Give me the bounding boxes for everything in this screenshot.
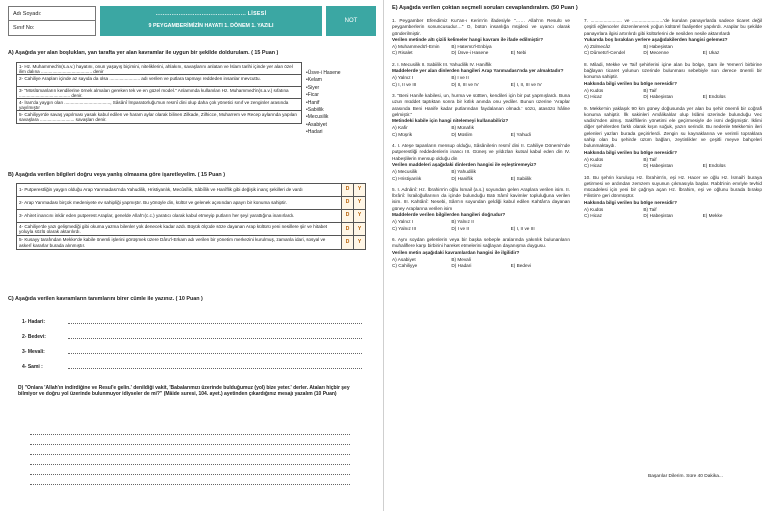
answer-option[interactable]: E) I, II, III ve IV xyxy=(510,81,542,87)
question xyxy=(392,237,570,269)
true-false-table xyxy=(16,183,366,250)
answer-line[interactable] xyxy=(30,465,350,475)
word-bank-item: • Hadari xyxy=(306,129,378,136)
student-info-box xyxy=(8,6,96,36)
answer-option[interactable]: B) Mevali xyxy=(451,256,471,262)
questions-column-1 xyxy=(392,18,570,274)
answer-line[interactable] xyxy=(30,455,350,465)
section-d-answer-area[interactable] xyxy=(30,425,350,485)
answer-options xyxy=(392,257,570,270)
term-label: 2- Bedevi: xyxy=(22,333,46,340)
class-label: Sınıf No: xyxy=(13,25,35,31)
question-stem: Verilen maddeleri aşağıdaki dinlerden hangisi ile eşleştiremeyiz? xyxy=(392,161,537,167)
section-c-title: C) Aşağıda verilen kavramların tanımlarını birer cümle ile yazınız. ( 10 Puan ) xyxy=(8,296,203,302)
answer-option[interactable]: B) Münafık xyxy=(451,125,474,131)
answer-option[interactable]: C) Hicaz xyxy=(584,213,602,219)
answer-option[interactable]: A) Kudüs xyxy=(584,156,604,162)
answer-option[interactable]: E) Bedevi xyxy=(510,263,531,269)
question-stem: Metindeki kabile için hangi nitelemeyi kullanabiliriz? xyxy=(392,118,509,124)
section-a-title: A) Aşağıda yer alan boşlukları, yan tarafta yer alan kavramlar ile uygun bir şekilde doldurulam. ( 15 Puan ) xyxy=(8,50,279,56)
fill-blank-row: 3- "Müslümanların kendilerine örnek almaları gereken tek ve en güzel model." Anlamında kullanılan Hz. Muhammed'in(s.a.v.) sıfatına ........................................ denir. xyxy=(17,87,301,99)
answer-options xyxy=(584,207,762,220)
question xyxy=(584,18,762,57)
word-bank-item: • Siyer xyxy=(306,85,378,92)
term-label: 3- Mevali: xyxy=(22,348,45,355)
school-name: ................................................... LİSESİ xyxy=(155,11,267,17)
answer-option[interactable]: C) Hristiyanlık xyxy=(392,175,422,181)
answer-option[interactable]: E) Yahudi xyxy=(510,131,531,137)
section-d-question: D) "Onlara 'Allah'ın indirdiğine ve Resul'e gelin.' denildiği vakit, 'Babalarımızı üzerinde bulduğumuz (yol) bize yeter.' derler. Ataları hiçbir şey bilmiyor ve doğru yol üzerinde bulunmuyor idiyseler de mi?" (Mâide suresi, 104. ayet.) ayetinden çıkardığınız mesajı yazalım (10 Puan) xyxy=(18,385,350,398)
answer-options xyxy=(584,88,762,101)
true-box[interactable]: D xyxy=(342,184,354,197)
answer-options xyxy=(392,75,570,88)
statement: 4- Cahiliye'de yazı gelişmediği gibi okuma yazma bilenler yok denecek kadar azdı. Büyük ölçüde söze dayanan Arap kültürü yeni nesillere şiir ve hitabet yoluyla sözlü olarak aktarılırdı. xyxy=(17,223,342,236)
table-row xyxy=(17,210,366,223)
question-stem: Hakkında bilgi verilen bu bölge neresidir? xyxy=(584,199,677,205)
answer-line[interactable] xyxy=(30,445,350,455)
answer-option[interactable]: B) Taif xyxy=(643,207,657,213)
answer-option[interactable]: D) Mecenne xyxy=(643,50,669,56)
list-item xyxy=(22,325,362,340)
answer-line[interactable] xyxy=(30,435,350,445)
signoff: Başarılar Dilerim. Süre 40 Dakika... xyxy=(648,474,723,479)
answer-option[interactable]: D) Habeşistan xyxy=(643,213,674,219)
question-text: 4. I. Ateşe tapanların mensup olduğu, Sâsânilerin resmî dini II. Cahiliye Dönemi'nde putperestliği reddedenlerin inancı III. Güneş ve yıldızları kutsal kabul eden din IV. Habeşlilerin mensup olduğu din xyxy=(392,143,570,161)
table-row xyxy=(17,197,366,210)
answer-option[interactable]: A) Asabiyet xyxy=(392,256,416,262)
question-stem: Yukarıda boş bırakılan yerlere aşağıdakilerden hangisi gelemez? xyxy=(584,36,728,42)
false-box[interactable]: Y xyxy=(354,210,366,223)
word-bank xyxy=(306,70,378,137)
question xyxy=(584,106,762,170)
statement: 2- Arap Yarımadası birçok medeniyete ev sahipliği yapmıştır. Bu yönüyle din, kültür ve gelenek açısından apayrı bir konuma sahiptir. xyxy=(17,197,342,210)
answer-option[interactable]: B) Yahudilik xyxy=(451,169,476,175)
answer-option[interactable]: E) Mekke xyxy=(702,213,723,219)
question-text: 10. Bu şehrin kuruluşu Hz. İbrahim'in, eşi Hz. Hacer ve oğlu Hz. İsmail'i buraya getirmesi ve ardından zemzem suyunun çıkmasıyla başlar. Rabb'inin emriyle tevhid mücadelesi için yeni bir çağrıya açan Hz. İbrahim, eşi ve oğlunu burada bırakıp Filistin'e geri dönmüştür. xyxy=(584,174,762,199)
question xyxy=(392,143,570,182)
answer-option[interactable]: D) Üsve-i Hasene xyxy=(451,50,489,56)
false-box[interactable]: Y xyxy=(354,223,366,236)
question xyxy=(392,62,570,88)
answer-option[interactable]: C) Müşrik xyxy=(392,131,413,137)
exam-subtitle: 9 PEYGAMBERİMİZİN HAYATI 1. DÖNEM 1. YAZILI xyxy=(148,22,274,29)
fill-blank-row: 4- İran'da yaygın olan ...................................., Sâsânî İmparatorluğu'nun resmî dini olup daha çok yönetici sınıf ve zenginler arasında yayılmıştır xyxy=(17,99,301,111)
question-text: 8. Miladi, Mekke ve Taif şehirlerini içine alan bu bölge, Şam ile Yemen'i birbirine bağlayan ticaret yolunun üzerinde bulunması sebebiyle son derece önemli bir konuma sahiptir. xyxy=(584,61,762,80)
question xyxy=(392,187,570,232)
answer-option[interactable]: C) Yalnız III xyxy=(392,225,417,231)
question-stem: Hakkında bilgi verilen bu bölge neresidir? xyxy=(584,149,677,155)
answer-option[interactable]: B) Habeşistan xyxy=(643,44,673,50)
true-box[interactable]: D xyxy=(342,210,354,223)
statement: 3- Ahiret inancını inkâr eden putperest Araplar, genelde Allah'ı(c.c.) yaratıcı olarak kabul etmeyip putların her şeyi yarattığına inanırlardı. xyxy=(17,210,342,223)
false-box[interactable]: Y xyxy=(354,236,366,249)
answer-option[interactable]: E) Ukaz xyxy=(702,50,720,56)
answer-line[interactable] xyxy=(68,368,362,369)
answer-option[interactable]: A) Mecusilik xyxy=(392,169,418,175)
answer-line[interactable] xyxy=(30,475,350,485)
section-e-title: E) Aşağıda verilen çoktan seçmeli soruları cevaplandıralım. (50 Puan ) xyxy=(392,5,578,11)
fill-blank-row: 1- Hz. Muhammed'in(s.a.v.) hayatını, onun yaşayış biçimini, niteliklerini, ahlakını, savaşlarını anlatan ve İslam tarihi içinde yer alan özel ilim dalına ........................................ denir xyxy=(17,63,301,75)
question-text: 3. "Beni Hanife kabilesi, un, hurma ve süttten, kendileri için bir put yapmışlardı. Buna uzun müddet taptıktan sonra bir kıtlık anında onu yediler. Bunun üzerine 'Araplar arasında Beni Hanife kadar putlarından faydalanan olmadı.' sözü, atasözü hâline gelmiştir." xyxy=(392,92,570,117)
answer-option[interactable]: D) Müslim xyxy=(451,131,473,137)
answer-option[interactable]: B) Yalnız II xyxy=(451,219,474,225)
list-item xyxy=(22,340,362,355)
answer-option[interactable]: C) Hicaz xyxy=(584,94,602,100)
false-box[interactable]: Y xyxy=(354,197,366,210)
question-stem: Verilen metin aşağıdaki kavramlardan hangisi ile ilgilidir? xyxy=(392,249,520,255)
answer-option[interactable]: D) I ve II xyxy=(451,225,470,231)
fill-blank-row: 5- Cahiliyye'de savaş yapılması yasak kabul edilen ve haram aylar olarak bilinen Zilkade, Zilhicce, Muharrem ve Recep aylarında yapılan savaşlara ........................... savaşları denir. xyxy=(19,112,297,123)
false-box[interactable]: Y xyxy=(354,184,366,197)
question xyxy=(392,93,570,138)
word-bank-item: • Mecusilik xyxy=(306,114,378,121)
answer-option[interactable]: A) Muhammedü'l-Emin xyxy=(392,44,440,50)
answer-option[interactable]: D) Hadari xyxy=(451,263,472,269)
list-item xyxy=(22,310,362,325)
statement: 5- Kusayy tarafından Mekke'de kabile önemli işlerini görüşmek üzere Dâru'l-Erkam adı verilen bir yönetim merkezini kurulmuş, zamanla idari, sosyal ve askerî kararlar burada alınmıştır. xyxy=(17,236,342,249)
answer-options xyxy=(584,44,762,57)
true-box[interactable]: D xyxy=(342,236,354,249)
answer-line[interactable] xyxy=(68,323,362,324)
section-b-title: B) Aşağıda verilen bilgileri doğru veya yanlış olmasına göre işaretleyelim. ( 15 Puan ) xyxy=(8,172,225,178)
answer-options xyxy=(392,169,570,182)
question-stem: Maddelerde verilen bilgilerden hangileri doğrudur? xyxy=(392,212,506,218)
term-label: 4- Sami : xyxy=(22,363,43,370)
question xyxy=(392,18,570,57)
table-row xyxy=(17,236,366,249)
question-text: 7. ........................ ve ........................'de kurulan panayırlarda sadece ticaret değil çeşitli eğlenceler düzenlenerek yoğun kültürel faaliyetler yapılırdı. Araplar bu şekilde panayırlara ilgisi artırılırdı gibi kültürlerini de nesilden nesile aktarırlardı xyxy=(584,18,762,36)
answer-option[interactable]: B) Taif xyxy=(643,156,657,162)
grade-box: NOT xyxy=(326,6,376,36)
answer-option[interactable]: A) Zülmecâz xyxy=(584,44,611,50)
answer-options xyxy=(584,157,762,170)
list-item xyxy=(22,355,362,370)
word-bank-item: • Kelam xyxy=(306,77,378,84)
question-stem: Hakkında bilgi verilen bu bölge neresidir? xyxy=(584,80,677,86)
answer-option[interactable]: A) Yalnız I xyxy=(392,219,414,225)
answer-option[interactable]: C) I, II ve III xyxy=(392,81,417,87)
answer-options xyxy=(392,125,570,138)
question-text: 6. Aynı soydan gelenlerin veya bir başka sebeple aralarında yakınlık bulunanların muhaliflere karşı birbirini hareket etmelerini sağlayan dayanışma duygusu. xyxy=(392,236,570,249)
word-bank-item: • Hanif xyxy=(306,100,378,107)
true-box[interactable]: D xyxy=(342,197,354,210)
question-text: 9. Mekke'nin yaklaşık 90 km güney doğusunda yer alan bu şehir önemli bir coğrafi konuma sahiptir. İlk sakinleri Amâlikalılar olup İslâmi üzerinde bulunduğu Vec vadisi'nden almış. Sakîflilerin yönetimi ele geçirmesiyle de ismi değişmiştir. İklimi diğer şehirlerden farklı olarak kışın soğuk, yazın serindir. Bu nedenle Mekke'nin ileri gelenleri yazları burada geçirirlerdi. Zengin su kaynaklarına ve verimli topraklara sahip olan bu şehirde üzüm bağları, zeytinlikler ve çeşitli meyve bahçeleri bulunmaktaydı. xyxy=(584,105,762,149)
word-bank-item: • Üsve-i Hasene xyxy=(306,70,378,77)
answer-option[interactable]: E) Sabiilik xyxy=(510,175,532,181)
answer-option[interactable]: D) Habeşistan xyxy=(643,94,674,100)
answer-option[interactable]: E) Nebi xyxy=(510,50,527,56)
term-label: 1- Hadari: xyxy=(22,318,46,325)
true-box[interactable]: D xyxy=(342,223,354,236)
answer-option[interactable]: C) Dûmetü'l-Cendel xyxy=(584,50,626,56)
answer-option[interactable]: D) Haniflik xyxy=(451,175,473,181)
question xyxy=(584,62,762,101)
answer-option[interactable]: A) Kudüs xyxy=(584,87,604,93)
answer-option[interactable]: C) Risalet xyxy=(392,50,413,56)
word-bank-item: • Sabiilik xyxy=(306,107,378,114)
answer-option[interactable]: E) Endülüs xyxy=(702,163,726,169)
answer-option[interactable]: B) Hatemü'l-Enbiya xyxy=(451,44,492,50)
answer-option[interactable]: C) Hicaz xyxy=(584,163,602,169)
questions-column-2 xyxy=(584,18,762,225)
answer-line[interactable] xyxy=(30,425,350,435)
question xyxy=(584,175,762,220)
definition-list xyxy=(22,310,362,370)
answer-option[interactable]: E) Endülüs xyxy=(702,94,726,100)
answer-option[interactable]: A) Yalnız I xyxy=(392,75,414,81)
word-bank-item: • Asabiyet xyxy=(306,122,378,129)
statement: 1- Putperestliğin yaygın olduğu Arap Yarımadası'nda Yahudilik, Hristiyanlık, Mecûsîlik, Sâbiîlik ve Hanîflik gibi değişik inanç şekilleri de vardı xyxy=(17,184,342,197)
answer-line[interactable] xyxy=(68,338,362,339)
exam-page-right xyxy=(384,0,768,511)
question-stem: Verilen metinde altı çizili kelimeler hangi kavram ile ifade edilmiştir? xyxy=(392,36,544,42)
answer-option[interactable]: D) Habeşistan xyxy=(643,163,674,169)
answer-options xyxy=(392,44,570,57)
answer-option[interactable]: A) Kafir xyxy=(392,125,408,131)
exam-title xyxy=(100,6,322,36)
fill-blank-row: 2- Cahiliye Arapları içinde az sayıda da olsa ........................ adı verilen ve putlara tapmayı reddeden insanlar mevcuttu. xyxy=(17,75,301,87)
word-bank-item: • Ficar xyxy=(306,92,378,99)
table-row xyxy=(17,184,366,197)
question-text: 5. I. Adnânî: Hz. İbrahim'in oğlu İsmail (a.s.) soyundan gelen Araplara verilen isim. II. İbrânî: İsrailoğullarının da içinde bulunduğu Batı Sâmî kavimler topluluğuna verilen isim. III. Kahtânî: Nesebi, Sâm'ın soyundan geldiği kabul edilen Kahtân'a dayanan güney Araplarına verilen isim xyxy=(392,186,570,211)
section-a-box xyxy=(16,62,302,124)
question-stem: Maddelerde yer alan dinlerden hangileri Arap Yarımadası'nda yer almaktadır? xyxy=(392,68,564,74)
answer-option[interactable]: C) Cahiliyye xyxy=(392,263,418,269)
answer-option[interactable]: B) Taif xyxy=(643,87,657,93)
answer-option[interactable]: E) I, II ve III xyxy=(510,225,535,231)
answer-options xyxy=(392,219,570,232)
question-text: 2. I. Mecusilik II. Sabiilik III. Yahudilik IV. Haniflik xyxy=(392,61,492,67)
answer-line[interactable] xyxy=(68,353,362,354)
answer-option[interactable]: B) I ve II xyxy=(451,75,469,81)
answer-option[interactable]: A) Kudüs xyxy=(584,207,604,213)
name-label: Adı Soyadı: xyxy=(9,7,95,21)
exam-header xyxy=(8,6,376,36)
table-row xyxy=(17,223,366,236)
question-text: 1. Peygamber Efendimiz Kur'an-ı Kerim'in ifadesiyle "…… Allah'ın Resulü ve peygamberlerin sonuncusudur…" O, bütün insanlığa müjdeci ve uyarıcı olarak gönderilmiştir. xyxy=(392,18,570,36)
answer-option[interactable]: D) II, III ve IV xyxy=(451,81,479,87)
